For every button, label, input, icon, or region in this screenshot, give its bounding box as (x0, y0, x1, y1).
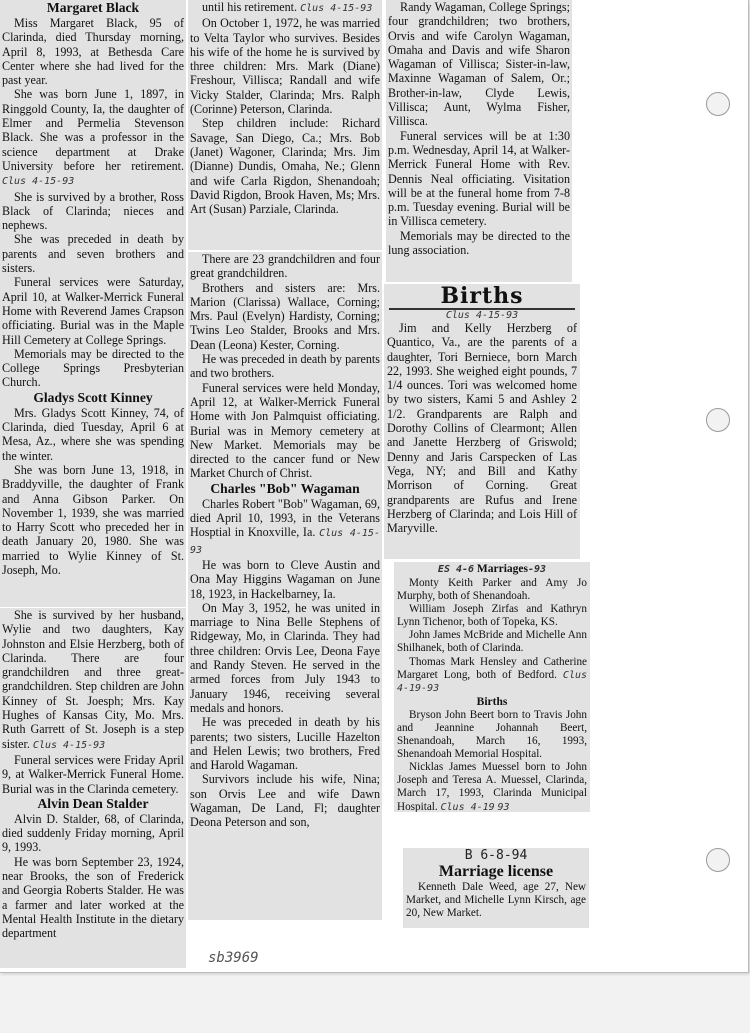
handwritten-note: Clus 4-15-93 (2, 176, 75, 188)
marriages-heading: ES 4-6 Marriages-93 (437, 563, 547, 575)
clipping-stalder-wagaman (188, 252, 382, 920)
birth-entry: Nicklas James Muessel born to John Joseph and Teresa A. Muessel, Clarinda, March 17, 1993, Clarinda Municipal Hospital. Clus 4-19 93 (397, 761, 587, 812)
births-subheading: Births (476, 695, 508, 708)
obituary-paragraph: Brothers and sisters are: Mrs. Marion (Clarissa) Wallace, Corning; Mrs. Paul (Evelyn) Hardisty, Corning; Twins Leo Stalder, Brooks and Mrs. Dean (Leona) Kester, Corning. (190, 280, 380, 352)
obituary-paragraph: Miss Margaret Black, 95 of Clarinda, died Thursday morning, April 8, 1993, at Bethesda Care Center where she had lived for the past year. (2, 16, 184, 88)
obituary-paragraph: Funeral services were Friday April 9, at Walker-Merrick Funeral Home. Burial was in the Clarinda cemetery. (2, 752, 184, 796)
obituary-paragraph: Randy Wagaman, College Springs; four grandchildren; two brothers, Orvis and wife Carolyn Wagaman, Omaha and Davis and wife Sharon Wagaman of Villisca; Sister-in-law, Maxinne Wagaman of Salem, Or.; Brother-in-law, Clyde Lewis, Villisca; Aunt, Wylma Fisher, Villisca. (388, 0, 570, 129)
clipping-marriage-license (403, 848, 589, 928)
obituary-paragraph: She was born June 1, 1897, in Ringgold County, Ia, the daughter of Elmer and Permelia Stevenson Black. She was a professor in the science department at Drake University before her retirement. Clus 4-15-93 (2, 87, 184, 188)
handwritten-note: Clus 4-19-93 (397, 669, 588, 694)
obituary-title: Gladys Scott Kinney (33, 389, 153, 405)
marriage-license-heading: Marriage license (438, 863, 554, 880)
handwritten-note: 93 (497, 801, 510, 812)
obituary-paragraph: Funeral services were held Monday, April 12, at Walker-Merrick Funeral Home with Jon Palmquist officiating. Burial was in Memory cemetery at New Market. Memorials may be directed to the cancer fund or New Market Church of Christ. (190, 380, 380, 481)
marriage-license-text: Kenneth Dale Weed, age 27, New Market, and Michelle Lynn Kirsch, age 20, New Market. (406, 881, 586, 920)
obituary-paragraph: Memorials may be directed to the lung association. (388, 228, 570, 258)
obituary-paragraph: She was born June 13, 1918, in Braddyville, the daughter of Frank and Anna Gibson Parker. On November 1, 1939, she was married to Harry Scott who preceded her in death January 20, 1980. She was married to Wylie Kinney of St. Joseph, Mo. (2, 462, 184, 577)
obituary-paragraph: Survivors include his wife, Nina; son Orvis Lee and wife Dawn Wagaman, De Land, Fl; daughter Deona Peterson and son, (190, 772, 380, 830)
marriage-entry: Monty Keith Parker and Amy Jo Murphy, both of Shenandoah. (397, 577, 587, 603)
obituary-paragraph: On May 3, 1952, he was united in marriage to Nina Belle Stephens of Ridgeway, Mo, in Clarinda. They had three children: Orvis Lee, Deona Faye and Randy Steven. He served in the armed forces from July 1943 to January 1946, receiving several medals and honors. (190, 600, 380, 715)
obituary-paragraph: until his retirement. Clus 4-15-93 (202, 0, 373, 14)
handwritten-note: Clus 4-15-93 (300, 3, 373, 14)
handwritten-note: B 6-8-94 (464, 848, 528, 863)
births-heading: Births (389, 284, 575, 310)
marriage-entry: Thomas Mark Hensley and Catherine Margaret Long, both of Bedford. Clus 4-19-93 (397, 655, 588, 694)
obituary-paragraph: Funeral services were Saturday, April 10, at Walker-Merrick Funeral Home with Reverend James Crapson officiating. Burial was in the Maple Hill Cemetery at College Springs. (2, 275, 184, 347)
clipping-marriages-births (394, 562, 590, 812)
punch-hole (706, 408, 730, 432)
obituary-paragraph: Charles Robert "Bob" Wagaman, 69, died April 10, 1993, in the Veterans Hosptial in Knoxville, Ia. Clus 4-15-93 (190, 496, 380, 556)
obituary-paragraph: He was preceded in death by his parents; two sisters, Lucille Hazelton and Helen Lewis; two brothers, Fred and Harold Wagaman. (190, 715, 380, 773)
obituary-paragraph: Alvin D. Stalder, 68, of Clarinda, died suddenly Friday morning, April 9, 1993. (2, 811, 184, 855)
handwritten-page-number: sb3969 (208, 950, 259, 966)
handwritten-note: -93 (528, 564, 547, 575)
obituary-paragraph: Memorials may be directed to the College Springs Presbyterian Church. (2, 346, 184, 390)
obituary-paragraph: She is survived by her husband, Wylie and two daughters, Kay Johnston and Elsie Herzberg, both of Clarinda. There are four grandchildren and three great-grandchildren. Step children are John Kinney of St. Joesph; Mrs. Kay Hughes of Kansas City, Mo. Mrs. Ruth Garrett of St. Joseph is a step sister. Clus 4-15-93 (2, 608, 184, 751)
clipping-wagaman-continued (386, 0, 572, 282)
obituary-title: Charles "Bob" Wagaman (210, 480, 360, 496)
obituary-paragraph: Mrs. Gladys Scott Kinney, 74, of Clarinda, died Tuesday, April 6 at Mesa, Az., where she was spending the winter. (2, 405, 184, 463)
obituary-paragraph: Step children include: Richard Savage, San Diego, Ca.; Mrs. Bob (Janet) Wagoner, Clarinda; Mrs. Jim (Dianne) Dundis, Omaha, Ne.; Glenn and wife Carla Rigdon, Shenandoah; David Rigdon, Brook Haven, Ms; Mrs. Art (Susan) Parziale, Clarinda. (190, 116, 380, 217)
obituary-paragraph: He was born to Cleve Austin and Ona May Higgins Wagaman on June 18, 1923, in Hackelbarney, Ia. (190, 557, 380, 601)
birth-entry: Bryson John Beert born to Travis John and Jeannine Johannah Beert, Shenandoah, March 16, 1993, Shenandoah Memorial Hospital. (397, 708, 587, 761)
handwritten-note: Clus 4-15-93 (445, 310, 519, 321)
handwritten-note: ES 4-6 (437, 564, 475, 575)
obituary-paragraph: She is survived by a brother, Ross Black of Clarinda; nieces and nephews. (2, 189, 184, 233)
marriage-entry: William Joseph Zirfas and Kathryn Lynn Tichenor, both of Topeka, KS. (397, 603, 587, 629)
handwritten-note: Clus 4-15-93 (190, 528, 380, 556)
obituary-title: Alvin Dean Stalder (37, 795, 149, 811)
punch-hole (706, 92, 730, 116)
obituary-paragraph: He was preceded in death by parents and two brothers. (190, 352, 380, 381)
birth-announcement: Jim and Kelly Herzberg of Quantico, Va., are the parents of a daughter, Tori Berniece, born March 22, 1993. She weighed eight pounds, 7 1/4 ounces. Tori was welcomed home by two sisters, Kami 5 and Ashley 2 1/2. Grandparents are Ralph and Dorothy Collins of Clearmont; Allen and Janette Herzberg of Griswold; Denny and Jaris Carspecken of Las Vega, NY; and Bill and Kathy Morrison of Corning. Great grandparents are Rufus and Irene Herzberg of Clarinda; and Lois Hill of Maryville. (387, 321, 577, 536)
obituary-title: Margaret Black (46, 0, 140, 15)
clipping-black-kinney (0, 0, 186, 607)
handwritten-note: Clus 4-19 (440, 801, 495, 812)
marriage-entry: John James McBride and Michelle Ann Shilhanek, both of Clarinda. (397, 629, 587, 655)
handwritten-note: Clus 4-15-93 (32, 739, 106, 751)
clipping-stalder-continued (188, 0, 382, 250)
punch-hole (706, 848, 730, 872)
clipping-kinney-stalder (0, 608, 186, 968)
obituary-paragraph: There are 23 grandchildren and four great grandchildren. (190, 252, 380, 281)
obituary-paragraph: On October 1, 1972, he was married to Velta Taylor who survives. Besides his wife of the home he is survived by three children: Mrs. Mark (Diane) Freshour, Villisca; Randall and wife Vicky Stalder, Clarinda; Mrs. Ralph (Corinne) Peterson, Clarinda. (190, 16, 380, 117)
clipping-births (384, 284, 580, 559)
obituary-paragraph: He was born September 23, 1924, near Brooks, the son of Frederick and Georgia Roberts Stalder. He was a farmer and later worked at the Mental Health Institute in the dietary department (2, 854, 184, 941)
obituary-paragraph: She was preceded in death by parents and seven brothers and sisters. (2, 232, 184, 276)
obituary-paragraph: Funeral services will be at 1:30 p.m. Wednesday, April 14, at Walker-Merrick Funeral Home with Rev. Dennis Neal officiating. Visitation will be at the funeral home from 7-8 p.m. Tuesday evening. Burial will be in Villisca cemetery. (388, 128, 570, 229)
